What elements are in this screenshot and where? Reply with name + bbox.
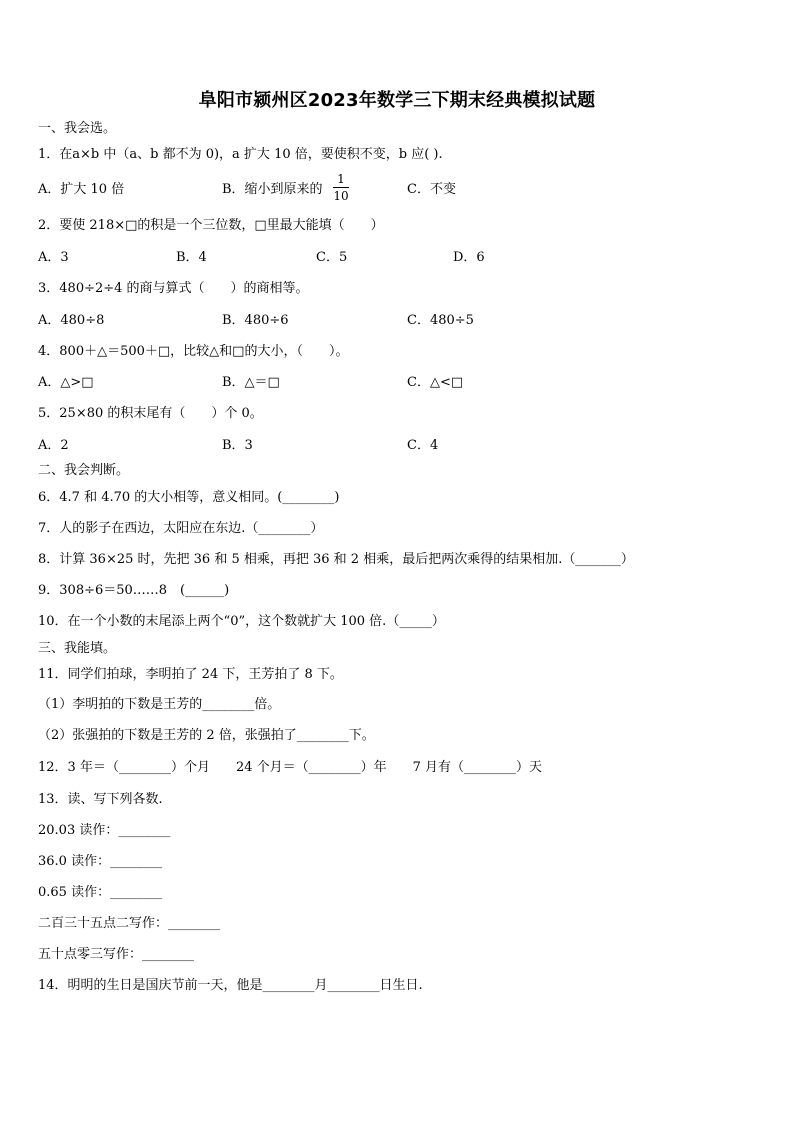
page-title: 阜阳市颍州区2023年数学三下期末经典模拟试题 xyxy=(198,90,596,111)
fraction-denominator: 10 xyxy=(333,189,349,203)
q5-option-a: A．2 xyxy=(38,438,69,453)
question-11-part-1: （1）李明拍的下数是王芳的________倍。 xyxy=(38,697,281,712)
fraction-numerator: 1 xyxy=(337,172,345,186)
question-13-item: 36.0 读作：________ xyxy=(38,854,163,869)
fraction-bar xyxy=(333,187,349,188)
question-8: 8．计算 36×25 时，先把 36 和 5 相乘，再把 36 和 2 相乘，最后把两次乘得的结果相加.（_______） xyxy=(38,552,634,567)
q1-option-a: A．扩大 10 倍 xyxy=(38,182,125,197)
q3-option-a: A．480÷8 xyxy=(38,313,105,328)
question-13-item: 二百三十五点二写作：________ xyxy=(38,916,221,931)
q1-option-b: B．缩小到原来的 xyxy=(222,182,323,197)
question-14: 14．明明的生日是国庆节前一天，他是________月________日生日. xyxy=(38,978,423,993)
q5-option-b: B．3 xyxy=(222,438,253,453)
question-9: 9．308÷6＝50……8 (______) xyxy=(38,583,230,598)
question-5: 5．25×80 的积末尾有（ ）个 0。 xyxy=(38,406,263,421)
question-12: 12．3 年＝（________）个月 24 个月＝（________）年 7 月有（________）天 xyxy=(38,760,543,775)
q3-option-c: C．480÷5 xyxy=(407,313,474,328)
question-13: 13．读、写下列各数. xyxy=(38,792,163,807)
q2-option-c: C．5 xyxy=(316,250,348,265)
q5-option-c: C．4 xyxy=(407,438,439,453)
question-6: 6．4.7 和 4.70 的大小相等，意义相同。(________) xyxy=(38,490,340,505)
q2-option-b: B．4 xyxy=(176,250,207,265)
q1-option-c: C．不变 xyxy=(407,182,456,197)
question-7: 7．人的影子在西边，太阳应在东边.（________） xyxy=(38,521,324,536)
question-11: 11．同学们拍球，李明拍了 24 下，王芳拍了 8 下。 xyxy=(38,667,343,682)
question-2: 2．要使 218×□的积是一个三位数，□里最大能填（ ） xyxy=(38,218,384,233)
q3-option-b: B．480÷6 xyxy=(222,313,289,328)
q1-option-b-fraction xyxy=(333,172,349,203)
question-3: 3．480÷2÷4 的商与算式（ ）的商相等。 xyxy=(38,281,309,296)
question-13-item: 五十点零三写作：________ xyxy=(38,947,195,962)
q2-option-d: D．6 xyxy=(453,250,485,265)
question-11-part-2: （2）张强拍的下数是王芳的 2 倍，张强拍了________下。 xyxy=(38,728,375,743)
q2-option-a: A．3 xyxy=(38,250,69,265)
question-4: 4．800＋△＝500＋□，比较△和□的大小，（ ）。 xyxy=(38,344,349,359)
q4-option-a: A．△>□ xyxy=(38,375,94,390)
section-heading-3: 三、我能填。 xyxy=(38,641,117,656)
q4-option-b: B．△＝□ xyxy=(222,375,280,390)
question-13-item: 20.03 读作：________ xyxy=(38,823,171,838)
section-heading-1: 一、我会选。 xyxy=(38,121,117,136)
q4-option-c: C．△<□ xyxy=(407,375,464,390)
section-heading-2: 二、我会判断。 xyxy=(38,463,130,478)
question-1: 1．在a×b 中（a、b 都不为 0)，a 扩大 10 倍，要使积不变，b 应( ). xyxy=(38,147,443,162)
question-13-item: 0.65 读作：________ xyxy=(38,885,163,900)
question-10: 10．在一个小数的末尾添上两个“0”，这个数就扩大 100 倍.（_____） xyxy=(38,614,445,629)
